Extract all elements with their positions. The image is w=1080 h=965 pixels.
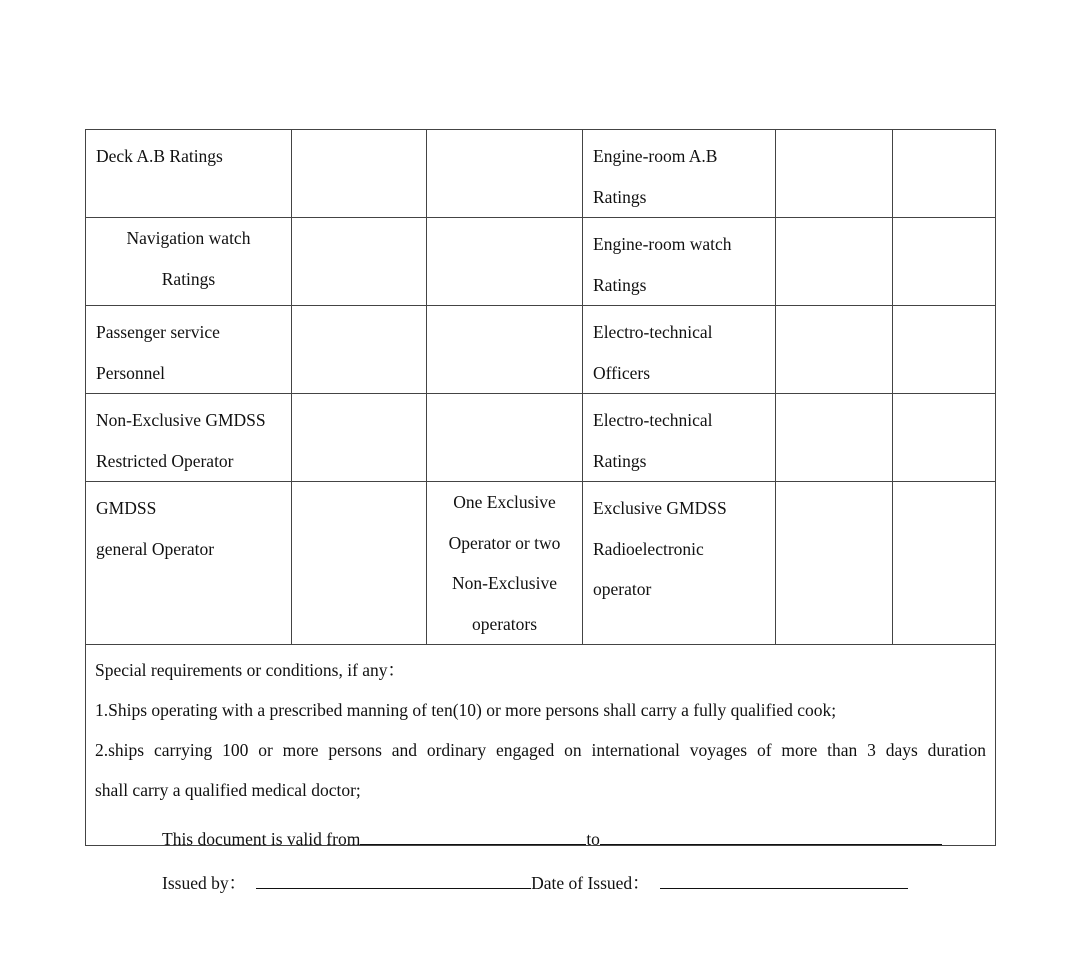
empty-cell	[292, 306, 427, 394]
rating-label-cell	[86, 218, 292, 306]
empty-cell	[427, 306, 583, 394]
table-row	[86, 482, 996, 645]
date-of-issued-label: Date of Issued：	[531, 873, 650, 893]
manning-table	[85, 129, 996, 846]
empty-cell	[292, 482, 427, 645]
rating-label-cell	[583, 130, 776, 218]
valid-from-label: This document is valid from	[162, 829, 361, 849]
rating-label-line: Exclusive GMDSS	[593, 498, 727, 518]
requirement-item: 2.ships carrying 100 or more persons and ordinary engaged on international voyages of more than 3 days duration	[95, 740, 986, 760]
rating-label-line: Ratings	[593, 274, 647, 295]
rating-label-cell	[86, 482, 292, 645]
requirement-item: 1.Ships operating with a prescribed manning of ten(10) or more persons shall carry a fully qualified cook;	[95, 700, 837, 720]
validity-line	[162, 829, 942, 850]
rating-label-cell	[86, 394, 292, 482]
rating-label-line: Engine-room A.B	[593, 146, 718, 166]
rating-label-line: general Operator	[96, 538, 215, 559]
rating-label-cell	[583, 306, 776, 394]
rating-label-line: Personnel	[96, 362, 166, 383]
rating-label-line: Ratings	[593, 450, 647, 471]
empty-cell	[292, 218, 427, 306]
rating-label-line: Navigation watch	[126, 228, 251, 248]
empty-cell	[427, 130, 583, 218]
table-row	[86, 130, 996, 218]
empty-cell	[893, 218, 996, 306]
table-row	[86, 394, 996, 482]
rating-label-cell	[86, 306, 292, 394]
rating-label-cell	[86, 130, 292, 218]
rating-label-line: Electro-technical	[593, 410, 713, 430]
empty-cell	[776, 218, 893, 306]
rating-label-line: Ratings	[593, 186, 647, 207]
special-requirements-cell	[86, 645, 996, 846]
rating-label-cell	[583, 394, 776, 482]
empty-cell	[776, 130, 893, 218]
table-row	[86, 218, 996, 306]
operator-note-line: Operator or two	[448, 532, 561, 553]
special-requirements-row	[86, 645, 996, 846]
empty-cell	[893, 306, 996, 394]
rating-label-line: Restricted Operator	[96, 450, 234, 471]
rating-label-line: Passenger service	[96, 322, 220, 342]
rating-label-cell	[583, 218, 776, 306]
valid-to-field[interactable]	[600, 830, 942, 845]
issuance-line	[162, 870, 908, 895]
date-of-issued-field[interactable]	[660, 874, 908, 889]
rating-label-line: Non-Exclusive GMDSS	[96, 410, 266, 430]
rating-label-line: operator	[593, 579, 652, 599]
empty-cell	[776, 482, 893, 645]
rating-label-cell	[583, 482, 776, 645]
rating-label-line: GMDSS	[96, 498, 157, 518]
operator-note-line: One Exclusive	[453, 492, 556, 512]
special-requirements-heading: Special requirements or conditions, if any：	[95, 660, 406, 680]
to-label: to	[586, 829, 600, 849]
operator-note-cell	[427, 482, 583, 645]
rating-label: Deck A.B Ratings	[96, 146, 223, 166]
empty-cell	[893, 130, 996, 218]
table-row	[86, 306, 996, 394]
valid-from-field[interactable]	[360, 830, 586, 845]
rating-label-line: Electro-technical	[593, 322, 713, 342]
empty-cell	[776, 394, 893, 482]
empty-cell	[427, 218, 583, 306]
empty-cell	[427, 394, 583, 482]
empty-cell	[292, 394, 427, 482]
empty-cell	[893, 482, 996, 645]
empty-cell	[776, 306, 893, 394]
operator-note-line: operators	[471, 613, 538, 634]
issued-by-label: Issued by：	[162, 873, 247, 893]
requirement-item-continued: shall carry a qualified medical doctor;	[95, 780, 361, 800]
issued-by-field[interactable]	[256, 874, 531, 889]
rating-label-line: Officers	[593, 362, 651, 383]
operator-note-line: Non-Exclusive	[452, 573, 557, 593]
empty-cell	[292, 130, 427, 218]
rating-label-line: Engine-room watch	[593, 234, 732, 254]
rating-label-line: Radioelectronic	[593, 538, 704, 559]
empty-cell	[893, 394, 996, 482]
rating-label-line: Ratings	[161, 268, 216, 289]
